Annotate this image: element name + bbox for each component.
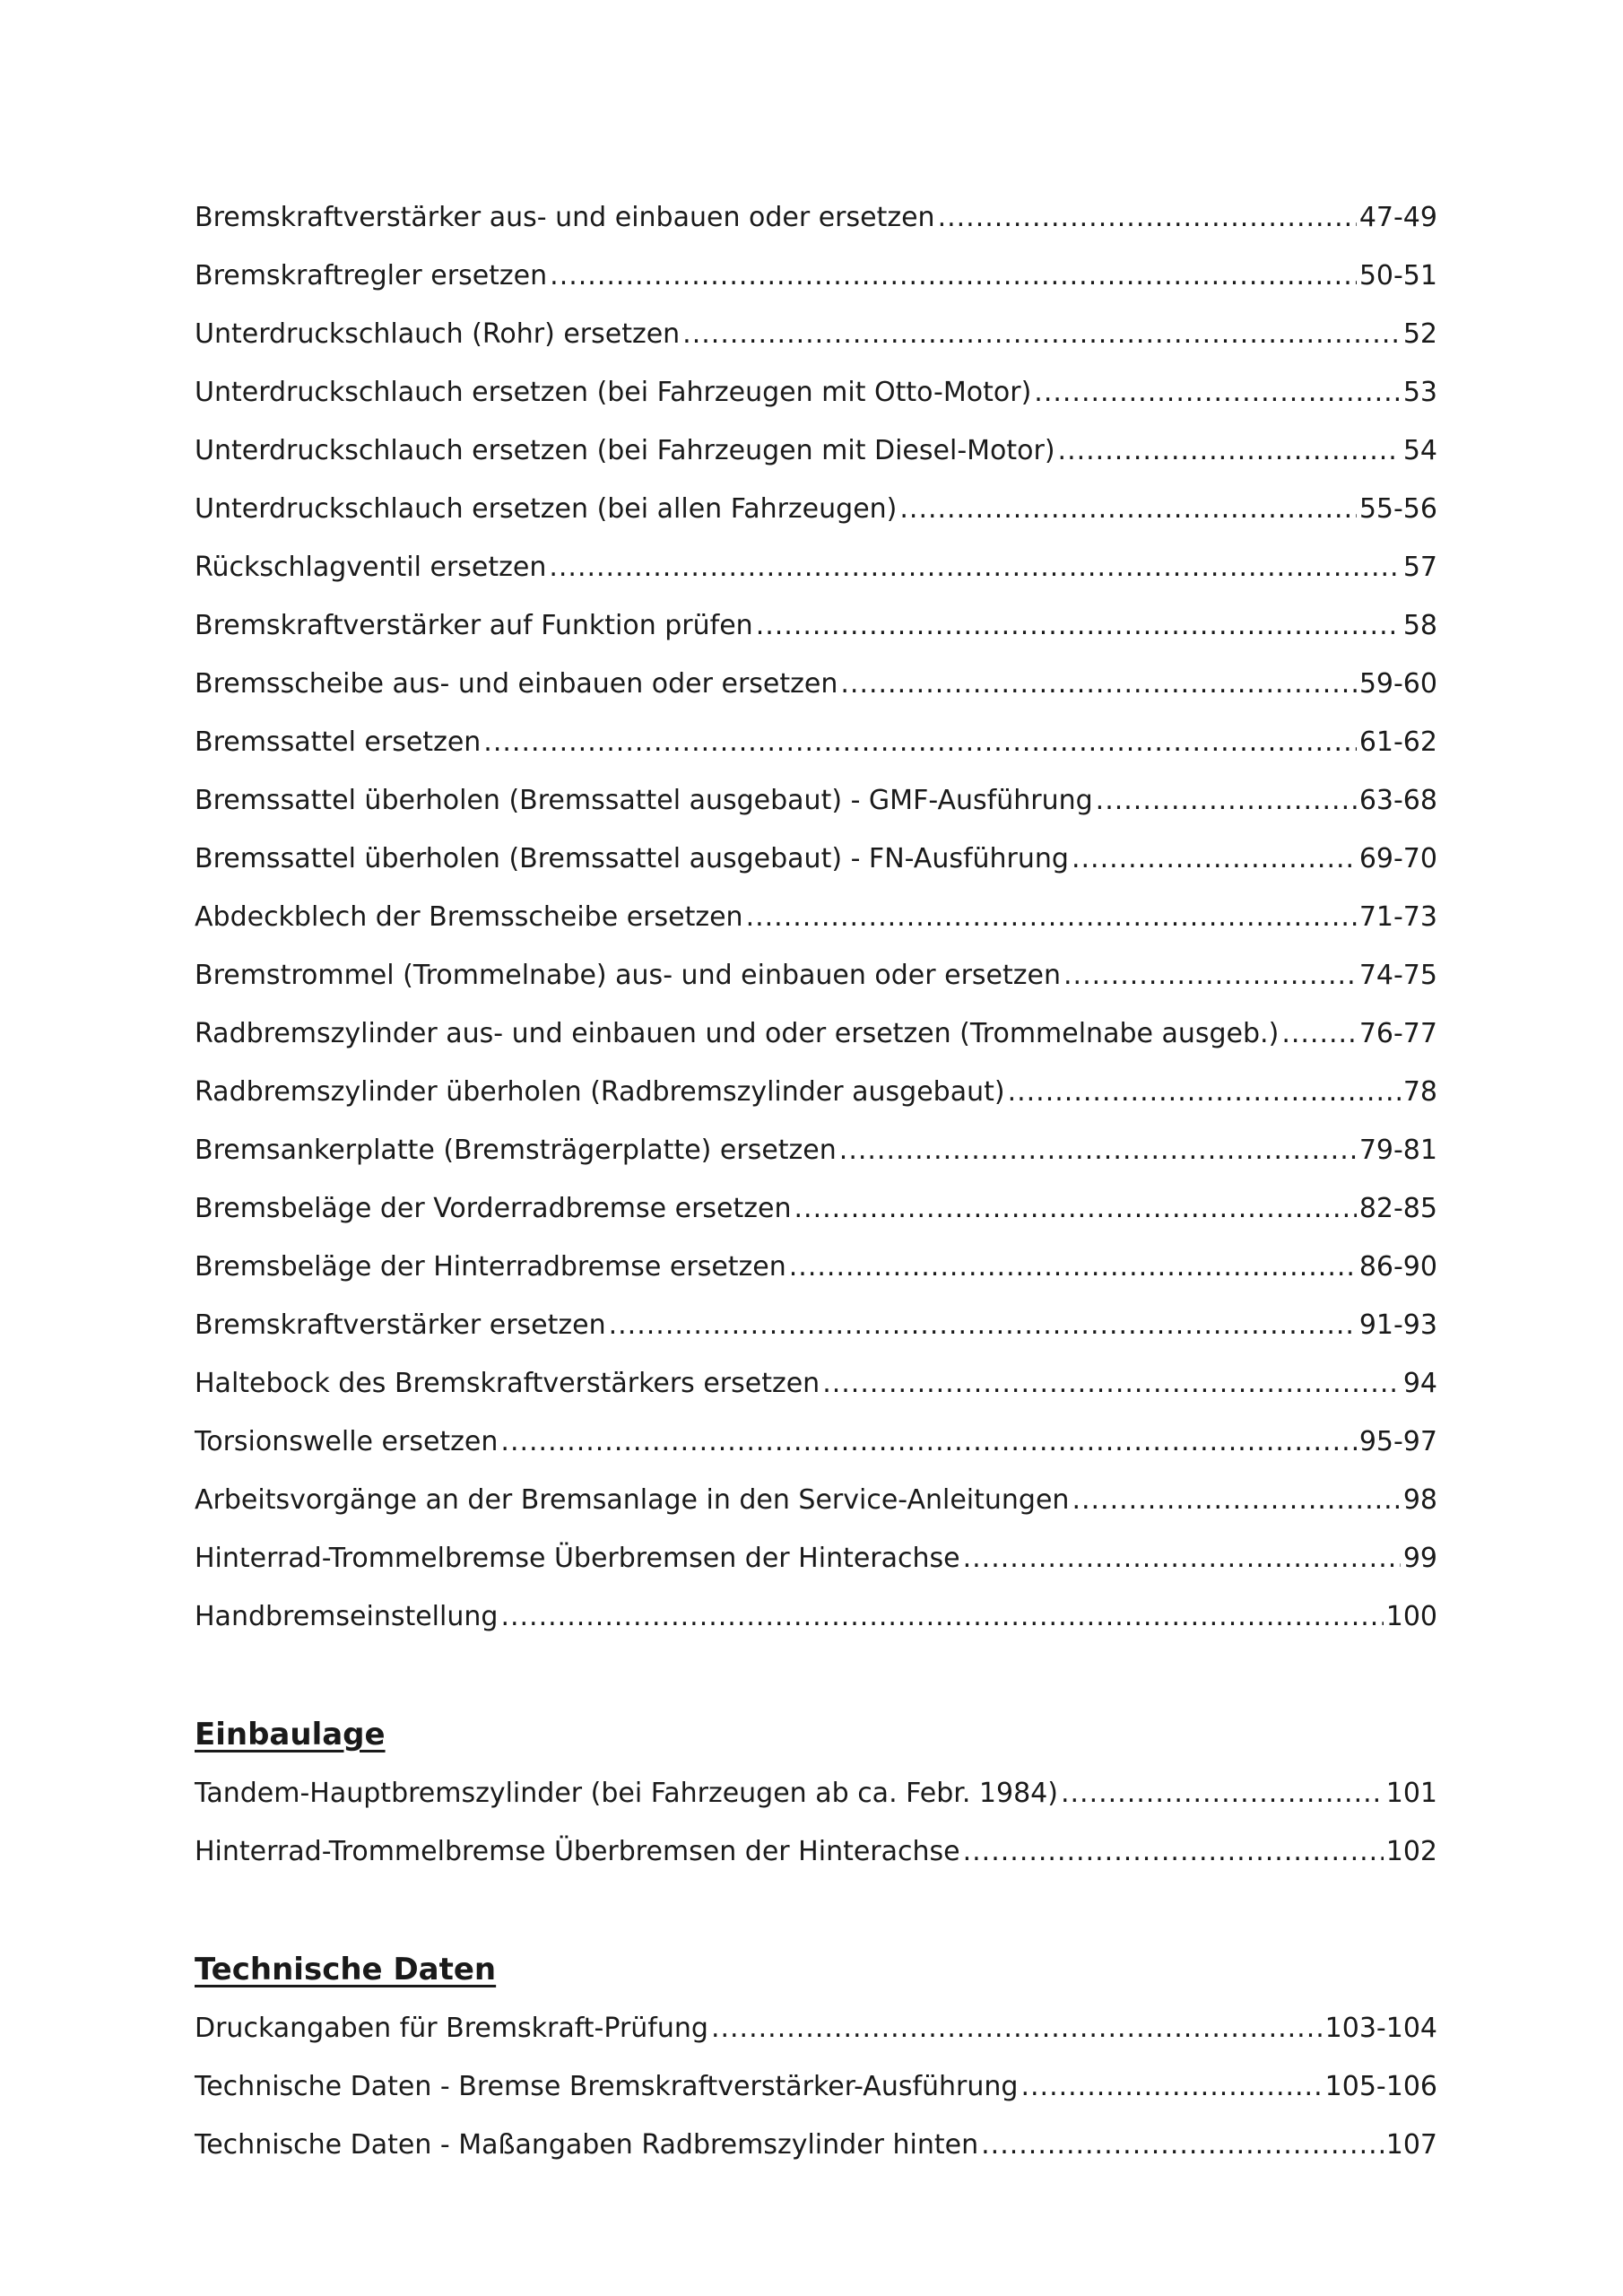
toc-entry-title: Bremsbeläge der Hinterradbremse ersetzen — [195, 1251, 786, 1283]
toc-entry[interactable] — [195, 422, 1437, 480]
toc-entry-title: Bremsscheibe aus- und einbauen oder ersetzen — [195, 668, 838, 700]
dot-leader — [1061, 1764, 1384, 1822]
dot-leader — [1072, 830, 1357, 888]
toc-entry-title: Radbremszylinder aus- und einbauen und oder ersetzen (Trommelnabe ausgeb.) — [195, 1018, 1280, 1049]
toc-entry[interactable] — [195, 1999, 1437, 2057]
dot-leader — [1034, 363, 1401, 422]
dot-leader — [963, 1822, 1384, 1881]
toc-entry-title: Bremssattel überholen (Bremssattel ausgebaut) - GMF-Ausführung — [195, 785, 1093, 816]
dot-leader — [1063, 946, 1357, 1004]
toc-entry[interactable] — [195, 1179, 1437, 1238]
toc-entry-title: Unterdruckschlauch ersetzen (bei allen Fahrzeugen) — [195, 493, 898, 525]
toc-entry-page: 58 — [1402, 610, 1437, 641]
toc-entry[interactable] — [195, 1587, 1437, 1646]
dot-leader — [899, 480, 1356, 538]
toc-entry[interactable] — [195, 1471, 1437, 1529]
toc-entry-title: Haltebock des Bremskraftverstärkers ersetzen — [195, 1368, 820, 1399]
dot-leader — [789, 1238, 1357, 1296]
toc-entry-title: Handbremseinstellung — [195, 1601, 499, 1632]
toc-entry[interactable] — [195, 830, 1437, 888]
dot-leader — [981, 2116, 1384, 2174]
toc-entry-title: Unterdruckschlauch (Rohr) ersetzen — [195, 318, 681, 350]
toc-entry-title: Bremssattel überholen (Bremssattel ausgebaut) - FN-Ausführung — [195, 843, 1069, 874]
dot-leader — [1058, 422, 1401, 480]
toc-entry-title: Technische Daten - Maßangaben Radbremszylinder hinten — [195, 2129, 979, 2161]
dot-leader — [1281, 1004, 1357, 1063]
toc-entry[interactable] — [195, 1238, 1437, 1296]
toc-entry-page: 69-70 — [1358, 843, 1437, 874]
toc-entry[interactable] — [195, 1822, 1437, 1881]
toc-entry-title: Tandem-Hauptbremszylinder (bei Fahrzeugen ab ca. Febr. 1984) — [195, 1778, 1058, 1809]
toc-entry-page: 99 — [1402, 1543, 1437, 1574]
toc-entry-page: 54 — [1402, 435, 1437, 466]
dot-leader — [550, 247, 1357, 305]
toc-entry-page: 94 — [1402, 1368, 1437, 1399]
toc-entry-title: Hinterrad-Trommelbremse Überbremsen der Hinterachse — [195, 1836, 960, 1867]
einbaulage-entry-list — [195, 1764, 1437, 1881]
dot-leader — [609, 1296, 1357, 1354]
dot-leader — [746, 888, 1357, 946]
toc-entry-page: 63-68 — [1358, 785, 1437, 816]
toc-entry-page: 100 — [1385, 1601, 1437, 1632]
toc-entry[interactable] — [195, 188, 1437, 247]
toc-entry[interactable] — [195, 888, 1437, 946]
toc-entry-page: 98 — [1402, 1484, 1437, 1516]
toc-entry-title: Bremsankerplatte (Bremsträgerplatte) ersetzen — [195, 1135, 837, 1166]
dot-leader — [1072, 1471, 1400, 1529]
toc-entry-title: Druckangaben für Bremskraft-Prüfung — [195, 2013, 708, 2044]
toc-entry-page: 103-104 — [1324, 2013, 1437, 2044]
dot-leader — [682, 305, 1401, 363]
toc-entry-title: Rückschlagventil ersetzen — [195, 552, 547, 583]
toc-entry-title: Arbeitsvorgänge an der Bremsanlage in den Service-Anleitungen — [195, 1484, 1070, 1516]
main-entry-list — [195, 188, 1437, 1646]
toc-entry-page: 91-93 — [1358, 1309, 1437, 1341]
toc-entry[interactable] — [195, 1004, 1437, 1063]
toc-entry[interactable] — [195, 771, 1437, 830]
section-spacer — [195, 1646, 1437, 1705]
toc-entry-page: 59-60 — [1358, 668, 1437, 700]
toc-entry-title: Torsionswelle ersetzen — [195, 1426, 499, 1457]
toc-entry[interactable] — [195, 1529, 1437, 1587]
toc-entry[interactable] — [195, 655, 1437, 713]
toc-entry-title: Bremskraftverstärker ersetzen — [195, 1309, 606, 1341]
toc-entry[interactable] — [195, 946, 1437, 1004]
dot-leader — [500, 1413, 1356, 1471]
section-spacer — [195, 1881, 1437, 1940]
section-heading-technische-daten: Technische Daten — [195, 1952, 497, 1987]
dot-leader — [1020, 2057, 1322, 2116]
toc-entry-page: 79-81 — [1358, 1135, 1437, 1166]
dot-leader — [822, 1354, 1401, 1413]
section-heading-einbaulage: Einbaulage — [195, 1717, 386, 1752]
toc-entry[interactable] — [195, 713, 1437, 771]
dot-leader — [963, 1529, 1401, 1587]
toc-entry-title: Bremskraftverstärker aus- und einbauen oder ersetzen — [195, 202, 935, 233]
toc-entry-title: Abdeckblech der Bremsscheibe ersetzen — [195, 901, 743, 933]
toc-entry-page: 61-62 — [1358, 726, 1437, 758]
toc-entry-page: 78 — [1402, 1076, 1437, 1108]
toc-entry-title: Unterdruckschlauch ersetzen (bei Fahrzeugen mit Otto-Motor) — [195, 377, 1032, 408]
toc-entry-page: 74-75 — [1358, 960, 1437, 991]
toc-entry-page: 50-51 — [1358, 260, 1437, 291]
toc-entry[interactable] — [195, 480, 1437, 538]
toc-entry-page: 76-77 — [1358, 1018, 1437, 1049]
toc-entry-page: 82-85 — [1358, 1193, 1437, 1224]
toc-entry-page: 86-90 — [1358, 1251, 1437, 1283]
table-of-contents — [195, 188, 1437, 2174]
toc-entry[interactable] — [195, 1354, 1437, 1413]
toc-entry[interactable] — [195, 1121, 1437, 1179]
toc-entry-title: Bremskraftregler ersetzen — [195, 260, 548, 291]
toc-entry[interactable] — [195, 2116, 1437, 2174]
dot-leader — [938, 188, 1357, 247]
toc-entry-title: Bremssattel ersetzen — [195, 726, 482, 758]
toc-entry-page: 107 — [1385, 2129, 1437, 2161]
toc-entry[interactable] — [195, 1063, 1437, 1121]
toc-entry-page: 95-97 — [1358, 1426, 1437, 1457]
toc-entry-title: Hinterrad-Trommelbremse Überbremsen der Hinterachse — [195, 1543, 960, 1574]
toc-entry[interactable] — [195, 2057, 1437, 2116]
dot-leader — [549, 538, 1400, 596]
dot-leader — [794, 1179, 1357, 1238]
toc-entry[interactable] — [195, 363, 1437, 422]
dot-leader — [839, 1121, 1357, 1179]
toc-entry[interactable] — [195, 1413, 1437, 1471]
toc-entry-title: Bremsbeläge der Vorderradbremse ersetzen — [195, 1193, 792, 1224]
toc-entry[interactable] — [195, 596, 1437, 655]
toc-entry[interactable] — [195, 1296, 1437, 1354]
toc-entry-title: Bremstrommel (Trommelnabe) aus- und einbauen oder ersetzen — [195, 960, 1061, 991]
dot-leader — [756, 596, 1401, 655]
toc-entry-page: 53 — [1402, 377, 1437, 408]
toc-entry-page: 102 — [1385, 1836, 1437, 1867]
toc-entry-page: 47-49 — [1358, 202, 1437, 233]
toc-entry[interactable] — [195, 1764, 1437, 1822]
dot-leader — [1096, 771, 1357, 830]
toc-entry-page: 101 — [1385, 1778, 1437, 1809]
toc-entry-page: 105-106 — [1324, 2071, 1437, 2102]
technische-daten-entry-list — [195, 1999, 1437, 2174]
toc-entry-title: Radbremszylinder überholen (Radbremszylinder ausgebaut) — [195, 1076, 1005, 1108]
dot-leader — [500, 1587, 1383, 1646]
toc-entry[interactable] — [195, 305, 1437, 363]
toc-entry-title: Bremskraftverstärker auf Funktion prüfen — [195, 610, 753, 641]
dot-leader — [711, 1999, 1323, 2057]
dot-leader — [840, 655, 1356, 713]
dot-leader — [1008, 1063, 1401, 1121]
toc-entry[interactable] — [195, 538, 1437, 596]
toc-entry[interactable] — [195, 247, 1437, 305]
toc-entry-page: 52 — [1402, 318, 1437, 350]
toc-entry-page: 57 — [1402, 552, 1437, 583]
toc-entry-page: 71-73 — [1358, 901, 1437, 933]
dot-leader — [483, 713, 1357, 771]
toc-entry-page: 55-56 — [1358, 493, 1437, 525]
toc-entry-title: Unterdruckschlauch ersetzen (bei Fahrzeugen mit Diesel-Motor) — [195, 435, 1055, 466]
toc-entry-title: Technische Daten - Bremse Bremskraftverstärker-Ausführung — [195, 2071, 1019, 2102]
